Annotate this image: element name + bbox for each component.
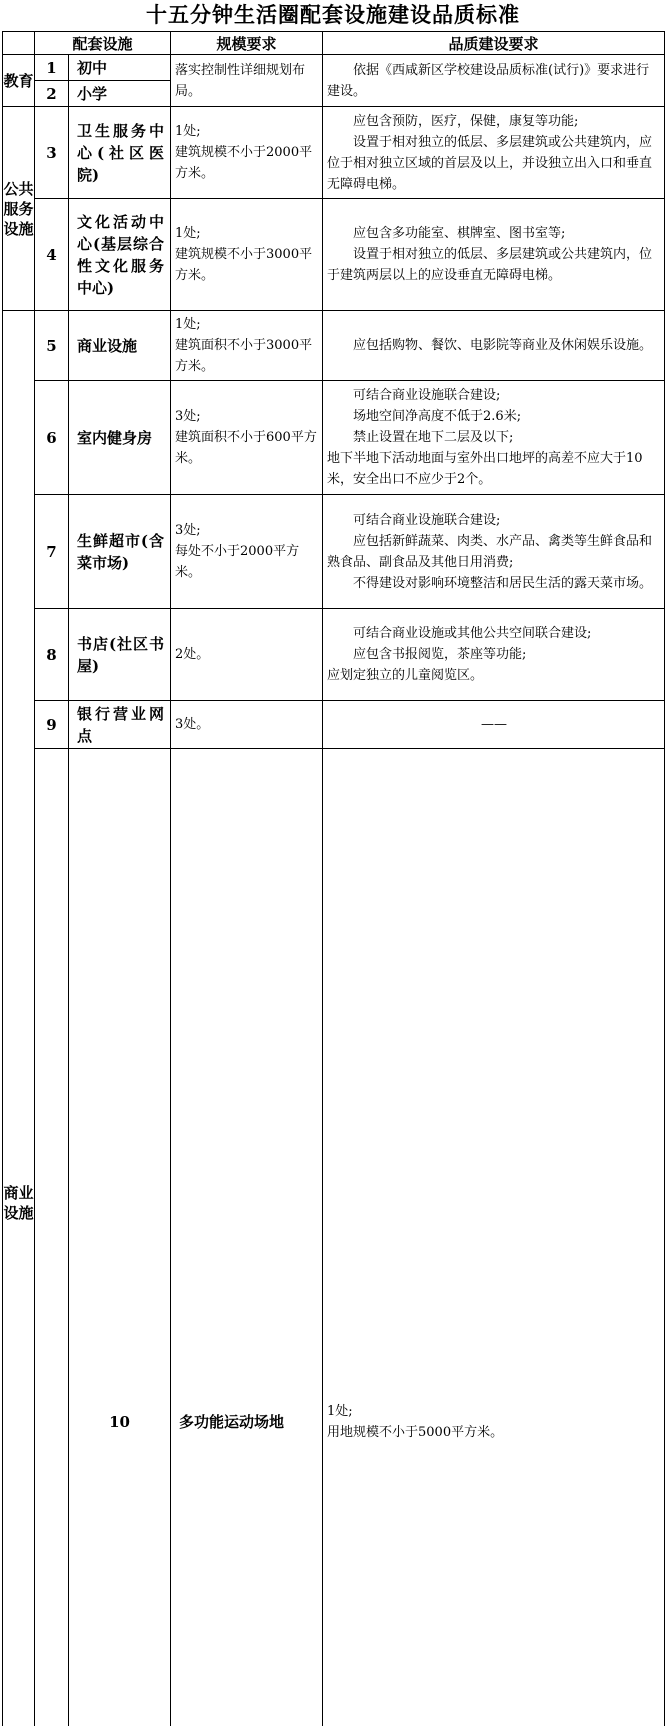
quality-line: 可结合商业设施联合建设; [327,510,661,531]
scale-line: 3处; [175,520,319,541]
row-number: 6 [35,381,69,495]
quality-line: 应包括新鲜蔬菜、肉类、水产品、禽类等生鲜食品和熟食品、副食品及其他日用消费; [327,531,661,573]
category-education: 教育 [3,55,35,107]
table-row [3,701,665,749]
scale-line: 用地规模不小于5000平方米。 [327,1422,661,1443]
scale-line: 1处; [175,121,319,142]
quality-line: 可结合商业设施联合建设; [327,385,661,406]
category-blank [35,749,69,1726]
row-number: 9 [35,701,69,749]
quality-line: 地下半地下活动地面与室外出口地坪的高差不应大于10 米，安全出口不应少于2个。 [327,448,661,490]
quality-line: 应包含书报阅览，茶座等功能; [327,644,661,665]
facility-name: 生鲜超市(含菜市场) [69,495,171,609]
quality-line: 设置于相对独立的低层、多层建筑或公共建筑内，应位于相对独立区域的首层及以上，并设独立出入口和垂直无障碍电梯。 [327,132,661,195]
table-row [3,199,665,311]
table-row [3,55,665,81]
scale-requirement [171,311,323,381]
row-number: 8 [35,609,69,701]
table-row [3,311,665,381]
quality-line: 不得建设对影响环境整洁和居民生活的露天菜市场。 [327,573,661,594]
facility-name: 商业设施 [69,311,171,381]
quality-requirement [323,381,665,495]
scale-line: 1处; [327,1401,661,1422]
quality-requirement: —— [323,701,665,749]
scale-requirement [323,749,665,1726]
scale-line: 建筑面积不小于600平方米。 [175,427,319,469]
quality-requirement [323,495,665,609]
standards-table [2,31,665,1726]
table-row [3,609,665,701]
row-number: 2 [35,81,69,107]
quality-requirement [323,609,665,701]
facility-name: 卫生服务中心(社区医院) [69,107,171,199]
quality-requirement [323,55,665,107]
facility-name: 银行营业网点 [69,701,171,749]
facility-name: 初中 [69,55,171,81]
quality-line: 应包括购物、餐饮、电影院等商业及休闲娱乐设施。 [327,335,661,356]
scale-line: 每处不小于2000平方米。 [175,541,319,583]
scale-requirement: 落实控制性详细规划布局。 [171,55,323,107]
scale-requirement: 2处。 [171,609,323,701]
table-row [3,495,665,609]
scale-line: 3处; [175,406,319,427]
quality-requirement [323,107,665,199]
row-number: 10 [69,749,171,1726]
quality-line: 设置于相对独立的低层、多层建筑或公共建筑内，位于建筑两层以上的应设垂直无障碍电梯。 [327,244,661,286]
scale-line: 建筑面积不小于3000平方米。 [175,335,319,377]
scale-line: 建筑规模不小于3000平方米。 [175,244,319,286]
scale-requirement: 3处。 [171,701,323,749]
category-commercial: 商业设施 [3,311,35,1726]
row-number: 1 [35,55,69,81]
header-quality: 品质建设要求 [323,32,665,55]
scale-line: 1处; [175,314,319,335]
quality-line: 依据《西咸新区学校建设品质标准(试行)》要求进行建设。 [327,60,661,102]
table-header-row [3,32,665,55]
header-facility: 配套设施 [35,32,171,55]
scale-requirement [171,199,323,311]
scale-requirement [171,495,323,609]
quality-line: 应包含多功能室、棋牌室、图书室等; [327,223,661,244]
quality-line: 应划定独立的儿童阅览区。 [327,665,661,686]
table-row [3,749,665,1726]
scale-line: 建筑规模不小于2000平方米。 [175,142,319,184]
quality-line: 应包含预防，医疗，保健，康复等功能; [327,111,661,132]
quality-line: 禁止设置在地下二层及以下; [327,427,661,448]
scale-line: 1处; [175,223,319,244]
facility-name: 小学 [69,81,171,107]
row-number: 3 [35,107,69,199]
category-public-service: 公共服务设施 [3,107,35,311]
facility-name: 文化活动中心(基层综合性文化服务中心) [69,199,171,311]
quality-requirement [323,199,665,311]
facility-name: 多功能运动场地 [171,749,323,1726]
table-row [3,381,665,495]
facility-name: 书店(社区书屋) [69,609,171,701]
scale-requirement [171,381,323,495]
quality-requirement [323,311,665,381]
page-title: 十五分钟生活圈配套设施建设品质标准 [0,2,666,28]
row-number: 4 [35,199,69,311]
quality-line: 场地空间净高度不低于2.6米; [327,406,661,427]
scale-requirement [171,107,323,199]
table-row [3,107,665,199]
row-number: 7 [35,495,69,609]
quality-line: 可结合商业设施或其他公共空间联合建设; [327,623,661,644]
header-category [3,32,35,55]
row-number: 5 [35,311,69,381]
facility-name: 室内健身房 [69,381,171,495]
header-scale: 规模要求 [171,32,323,55]
